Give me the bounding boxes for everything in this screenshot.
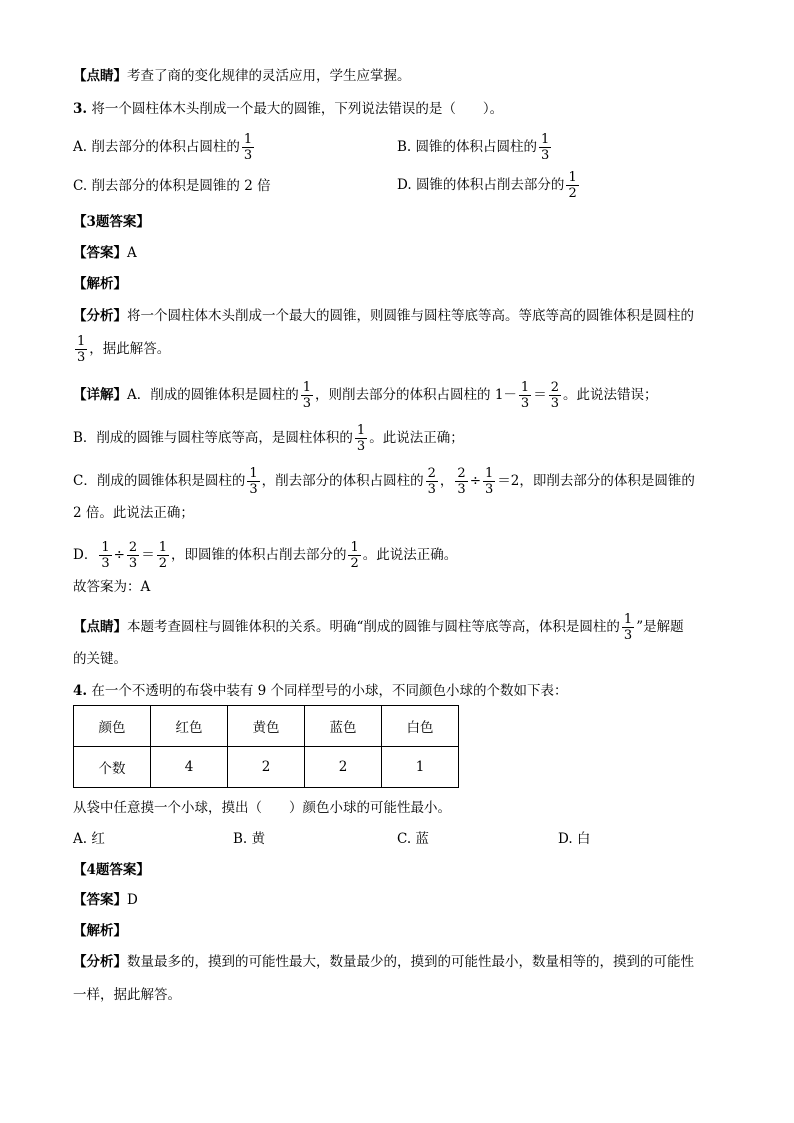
fraction: $\frac{1}{2}$ bbox=[568, 170, 577, 201]
detail-d bbox=[73, 540, 457, 571]
fraction: $\frac{1}{3}$ bbox=[101, 540, 110, 571]
detail-text: ＝ bbox=[533, 387, 547, 403]
answer-tag: 【答案】 bbox=[73, 245, 127, 261]
fraction: $\frac{2}{3}$ bbox=[550, 380, 559, 411]
option-text: 削去部分的体积占圆柱的 bbox=[91, 139, 240, 155]
question-4-stem bbox=[73, 681, 568, 701]
option-b bbox=[397, 132, 553, 163]
detail-c-cont: 2 倍。此说法正确； bbox=[73, 505, 194, 521]
option-label: C. bbox=[73, 178, 88, 194]
option-label: B. bbox=[397, 139, 412, 155]
detail-text: 。此说法错误； bbox=[562, 387, 658, 403]
detail-text: ＝ bbox=[141, 547, 155, 563]
table-cell: 4 bbox=[151, 747, 228, 788]
option-text: 削去部分的体积是圆锥的 2 倍 bbox=[91, 178, 271, 194]
question-text: 在一个不透明的布袋中装有 9 个同样型号的小球，不同颜色小球的个数如下表： bbox=[91, 683, 568, 699]
analysis-heading-4: 【解析】 bbox=[73, 923, 127, 939]
option-b: B. 黄 bbox=[233, 831, 266, 847]
table-cell: 个数 bbox=[74, 747, 151, 788]
note-tag: 【点睛】 bbox=[73, 68, 127, 84]
analysis-4 bbox=[73, 952, 694, 972]
fraction: $\frac{1}{3}$ bbox=[302, 380, 312, 411]
fraction: $\frac{1}{3}$ bbox=[249, 466, 258, 497]
table-cell: 颜色 bbox=[74, 706, 151, 747]
detail-text: A．削成的圆锥体积是圆柱的 bbox=[127, 387, 299, 403]
table-cell: 1 bbox=[382, 747, 459, 788]
analysis-tag: 【分析】 bbox=[73, 954, 127, 970]
answer-4 bbox=[73, 890, 138, 910]
option-a bbox=[73, 132, 256, 163]
analysis-text: ，据此解答。 bbox=[89, 341, 171, 357]
table-row bbox=[74, 747, 459, 788]
prev-note bbox=[73, 66, 411, 86]
fraction: $\frac{1}{2}$ bbox=[158, 540, 167, 571]
point-text: ”是解题 bbox=[636, 619, 684, 635]
answer-heading-4: 【4题答案】 bbox=[73, 862, 150, 878]
option-text: 圆锥的体积占削去部分的 bbox=[415, 177, 565, 193]
note-text: 考查了商的变化规律的灵活应用，学生应掌握。 bbox=[127, 68, 411, 84]
detail-text: ÷ bbox=[469, 473, 481, 489]
detail-text: D． bbox=[73, 547, 98, 563]
detail-text: ，削去部分的体积占圆柱的 bbox=[261, 473, 424, 489]
analysis-heading-3: 【解析】 bbox=[73, 276, 127, 292]
point-3 bbox=[73, 612, 684, 643]
detail-text: 。此说法正确。 bbox=[362, 547, 458, 563]
question-number: 3. bbox=[73, 101, 88, 117]
fraction: $\frac{1}{3}$ bbox=[541, 132, 550, 163]
color-count-table bbox=[73, 705, 459, 788]
detail-text: ，即圆锥的体积占削去部分的 bbox=[170, 547, 347, 563]
option-c bbox=[73, 176, 271, 196]
analysis-3-cont bbox=[73, 334, 170, 365]
fraction: $\frac{2}{3}$ bbox=[427, 466, 436, 497]
answer-heading-3: 【3题答案】 bbox=[73, 214, 150, 230]
point-text: 本题考查圆柱与圆锥体积的关系。明确“削成的圆锥与圆柱等底等高，体积是圆柱的 bbox=[127, 619, 620, 635]
option-c: C. 蓝 bbox=[397, 831, 429, 847]
fraction: $\frac{1}{3}$ bbox=[485, 466, 494, 497]
answer-value: A bbox=[127, 245, 137, 261]
option-a: A. 红 bbox=[73, 831, 105, 847]
detail-text: B．削成的圆锥与圆柱等底等高，是圆柱体积的 bbox=[73, 430, 353, 446]
table-cell: 红色 bbox=[151, 706, 228, 747]
analysis-text: 数量最多的，摸到的可能性最大，数量最少的，摸到的可能性最小，数量相等的，摸到的可能性 bbox=[127, 954, 694, 970]
table-row bbox=[74, 706, 459, 747]
fraction: $\frac{1}{3}$ bbox=[243, 132, 253, 163]
fraction: $\frac{1}{3}$ bbox=[77, 334, 86, 365]
detail-b bbox=[73, 423, 464, 454]
detail-text: ，则削去部分的体积占圆柱的 1－ bbox=[315, 387, 517, 403]
question-text: 将一个圆柱体木头削成一个最大的圆锥，下列说法错误的是（ ）。 bbox=[91, 101, 504, 117]
detail-text: 。此说法正确； bbox=[369, 430, 464, 446]
table-cell: 蓝色 bbox=[305, 706, 382, 747]
detail-a bbox=[73, 380, 657, 411]
analysis-tag: 【分析】 bbox=[73, 308, 127, 324]
fraction: $\frac{2}{3}$ bbox=[457, 466, 466, 497]
point-tag: 【点睛】 bbox=[73, 619, 127, 635]
detail-text: ＝2，即削去部分的体积是圆锥的 bbox=[497, 473, 695, 489]
question-number: 4. bbox=[73, 683, 88, 699]
fraction: $\frac{2}{3}$ bbox=[128, 540, 138, 571]
detail-c bbox=[73, 466, 695, 497]
option-d: D. 白 bbox=[558, 831, 591, 847]
table-cell: 白色 bbox=[382, 706, 459, 747]
answer-tag: 【答案】 bbox=[73, 892, 127, 908]
detail-text: ÷ bbox=[113, 547, 125, 563]
analysis-text: 将一个圆柱体木头削成一个最大的圆锥，则圆锥与圆柱等底等高。等底等高的圆锥体积是圆柱的 bbox=[127, 308, 694, 324]
answer-value: D bbox=[127, 892, 138, 908]
detail-text: C．削成的圆锥体积是圆柱的 bbox=[73, 473, 246, 489]
fraction: $\frac{1}{3}$ bbox=[623, 612, 633, 643]
option-label: D. bbox=[397, 177, 412, 193]
fraction: $\frac{1}{2}$ bbox=[350, 540, 359, 571]
answer-3 bbox=[73, 243, 137, 263]
point-3-cont: 的关键。 bbox=[73, 651, 127, 667]
analysis-3 bbox=[73, 306, 694, 326]
conclusion-3: 故答案为：A bbox=[73, 579, 151, 595]
detail-tag: 【详解】 bbox=[73, 387, 127, 403]
fraction: $\frac{1}{3}$ bbox=[520, 380, 530, 411]
question-3-stem bbox=[73, 99, 503, 119]
table-cell: 2 bbox=[305, 747, 382, 788]
question-4-prompt: 从袋中任意摸一个小球，摸出（ ）颜色小球的可能性最小。 bbox=[73, 800, 451, 816]
detail-text: ， bbox=[439, 473, 454, 489]
table-cell: 2 bbox=[228, 747, 305, 788]
option-text: 圆锥的体积占圆柱的 bbox=[415, 139, 538, 155]
option-d bbox=[397, 170, 581, 201]
option-label: A. bbox=[73, 139, 88, 155]
table-cell: 黄色 bbox=[228, 706, 305, 747]
fraction: $\frac{1}{3}$ bbox=[356, 423, 366, 454]
analysis-4-cont: 一样，据此解答。 bbox=[73, 987, 181, 1003]
